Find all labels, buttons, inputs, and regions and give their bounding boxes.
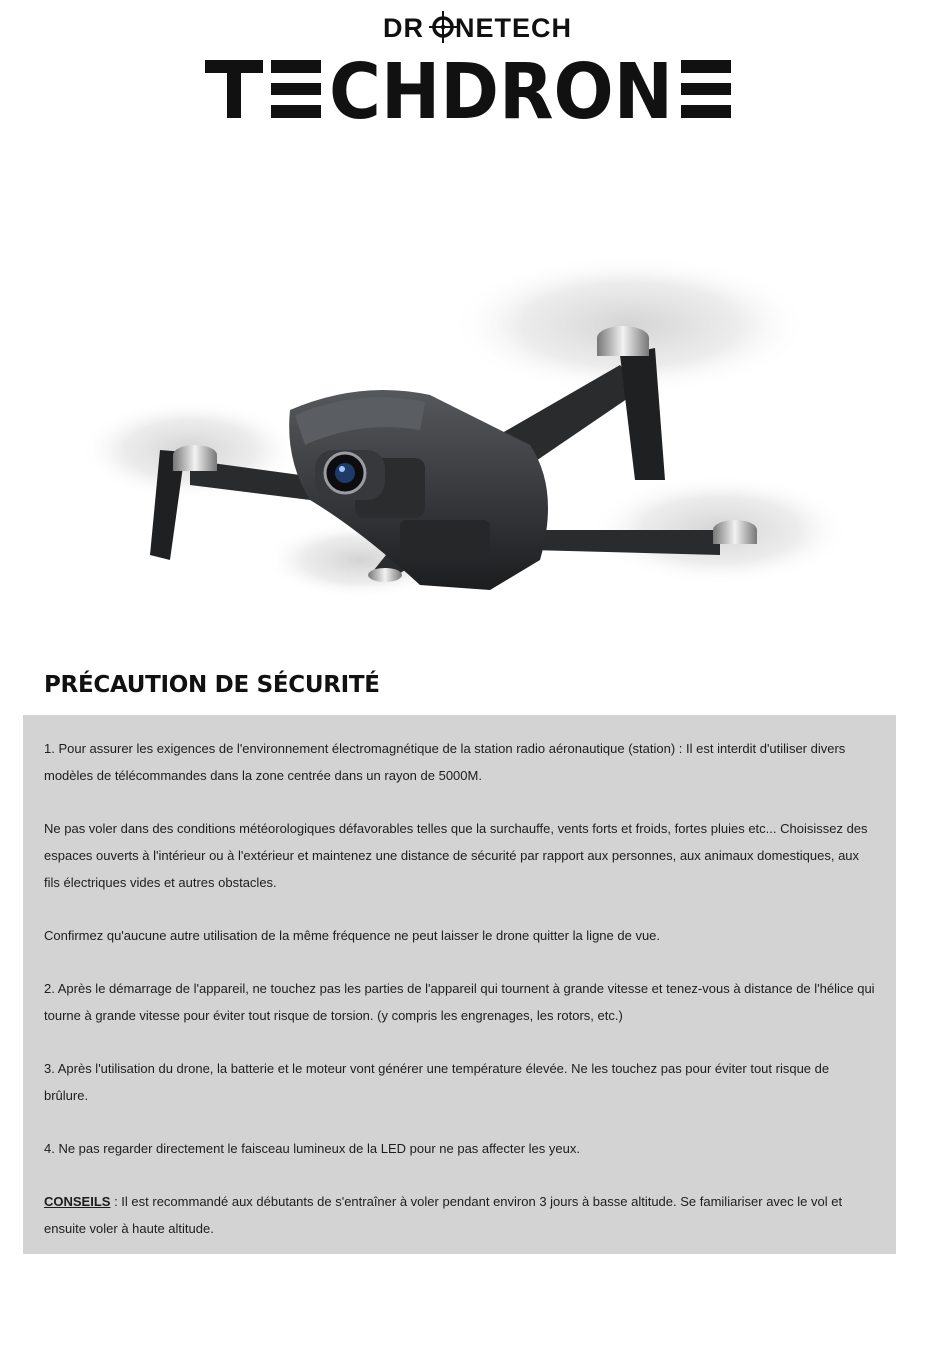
precaution-paragraph-3: Confirmez qu'aucune autre utilisation de la même fréquence ne peut laisser le drone quitter la ligne de vue. [44,928,661,943]
section-title: PRÉCAUTION DE SÉCURITÉ [44,672,380,698]
tips-label: CONSEILS [44,1194,111,1209]
brand-logo [0,8,950,48]
crosshair-icon [429,11,457,43]
svg-text:DR: DR [383,13,424,43]
tips-text: : Il est recommandé aux débutants de s'entraîner à voler pendant environ 3 jours à basse altitude. Se familiariser avec le vol et ensuite voler à haute altitude. [44,1194,843,1236]
precaution-paragraph-1: 1. Pour assurer les exigences de l'environnement électromagnétique de la station radio aéronautique (station) : Il est interdit d'utiliser divers modèles de télécommandes dans la zone centrée dans un rayon de 5000M. [44,741,846,783]
svg-text:CHDRON: CHDRON [329,52,673,124]
precaution-paragraph-4: 2. Après le démarrage de l'appareil, ne touchez pas les parties de l'appareil qui tournent à grande vitesse et tenez-vous à distance de l'hélice qui tourne à grande vitesse pour éviter tout risque de torsion. (y compris les engrenages, les rotors, etc.) [44,981,875,1023]
drone-photo [60,230,890,630]
tips-paragraph [44,1188,876,1242]
product-logo [0,52,950,124]
precaution-paragraph-6: 4. Ne pas regarder directement le faisceau lumineux de la LED pour ne pas affecter les yeux. [44,1141,580,1156]
precaution-paragraph-2: Ne pas voler dans des conditions météorologiques défavorables telles que la surchauffe, vents forts et froids, fortes pluies etc... Choisissez des espaces ouverts à l'intérieur ou à l'extérieur et maintenez une distance de sécurité par rapport aux personnes, aux animaux domestiques, aux fils électriques vides et autres obstacles. [44,821,868,890]
precautions-box [23,715,896,1254]
precaution-paragraph-5: 3. Après l'utilisation du drone, la batterie et le moteur vont générer une température élevée. Ne les touchez pas pour éviter tout risque de brûlure. [44,1061,830,1103]
svg-text:NETECH: NETECH [455,13,573,43]
